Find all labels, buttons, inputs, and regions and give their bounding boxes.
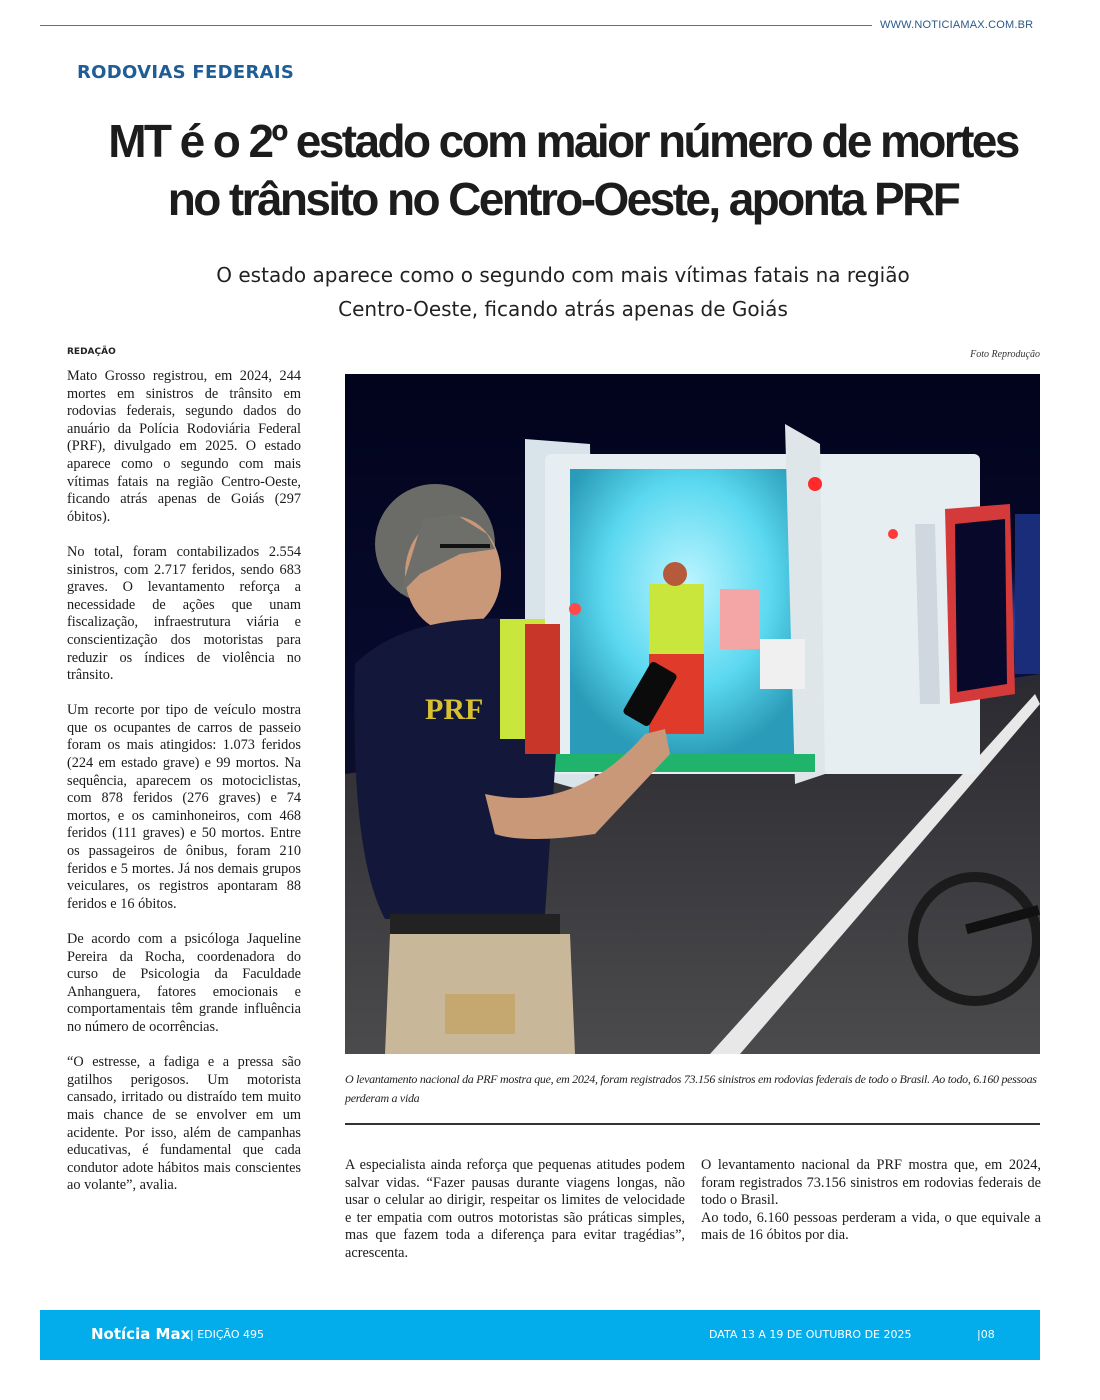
headline-line-1: MT é o 2º estado com maior número de mortes bbox=[108, 115, 1018, 167]
subheadline-line-1: O estado aparece como o segundo com mais vítimas fatais na região bbox=[216, 263, 910, 287]
night-accident-scene-image bbox=[345, 374, 1040, 1054]
headline bbox=[40, 112, 1086, 228]
photo-caption: O levantamento nacional da PRF mostra que, em 2024, foram registrados 73.156 sinistros em rodovias federais de todo o Brasil. Ao todo, 6.160 pessoas perderam a vida bbox=[345, 1072, 1037, 1105]
paragraph: No total, foram contabilizados 2.554 sinistros, com 2.717 feridos, sendo 683 graves. O levantamento reforça a necessidade de ações que unam fiscalização, infraestrutura viária e conscientização dos motoristas para reduzir os índices de violência no trânsito. bbox=[67, 543, 301, 684]
paragraph: Um recorte por tipo de veículo mostra que os ocupantes de carros de passeio foram os mais atingidos: 1.073 feridos (224 em estado grave) e 99 mortos. Na sequência, aparecem os motociclistas, com 878 feridos (276 graves) e 74 mortos, e os caminhoneiros, com 468 feridos (111 graves) e 50 mortos. Entre os passageiros de ônibus, foram 210 feridos e 5 mortes. Já nos demais grupos veiculares, os registros apontaram 88 feridos e 16 óbitos. bbox=[67, 702, 301, 912]
paragraph: “O estresse, a fadiga e a pressa são gatilhos perigosos. Um motorista cansado, irritado ou distraído tem muito mais chance de se envolver em um acidente. Por isso, além de campanhas educativas, é fundamental que cada condutor adote hábitos mais conscientes ao volante”, avalia. bbox=[67, 1054, 301, 1194]
site-url[interactable]: WWW.NOTICIAMAX.COM.BR bbox=[880, 19, 1034, 31]
article-photo bbox=[345, 374, 1040, 1054]
footer-brand: Notícia Max bbox=[91, 1325, 191, 1343]
header-rule bbox=[40, 25, 872, 26]
subheadline-line-2: Centro-Oeste, ficando atrás apenas de Goiás bbox=[338, 297, 788, 321]
subheadline bbox=[100, 258, 1026, 326]
footer-page-number: |08 bbox=[977, 1328, 995, 1341]
paragraph: O levantamento nacional da PRF mostra que, em 2024, foram registrados 73.156 sinistros em rodovias federais de todo o Brasil. bbox=[701, 1157, 1041, 1209]
left-column bbox=[67, 368, 301, 1213]
byline: REDAÇÃO bbox=[67, 347, 116, 357]
middle-column bbox=[345, 1157, 685, 1263]
section-label: RODOVIAS FEDERAIS bbox=[77, 62, 295, 83]
headline-line-2: no trânsito no Centro-Oeste, aponta PRF bbox=[167, 173, 959, 225]
footer-edition: | EDIÇÃO 495 bbox=[190, 1328, 265, 1341]
paragraph: Ao todo, 6.160 pessoas perderam a vida, o que equivale a mais de 16 óbitos por dia. bbox=[701, 1209, 1041, 1244]
caption-divider bbox=[345, 1123, 1040, 1125]
paragraph: De acordo com a psicóloga Jaqueline Pereira da Rocha, coordenadora do curso de Psicologia da Faculdade Anhanguera, fatores emocionais e comportamentais têm grande influência no número de ocorrências. bbox=[67, 931, 301, 1035]
paragraph: A especialista ainda reforça que pequenas atitudes podem salvar vidas. “Fazer pausas durante viagens longas, não usar o celular ao dirigir, respeitar os limites de velocidade e ter empatia com outros motoristas são práticas simples, mas que fazem toda a diferença para evitar tragédias”, acrescenta. bbox=[345, 1157, 685, 1261]
svg-text:PRF: PRF bbox=[425, 693, 484, 726]
right-column bbox=[701, 1157, 1041, 1245]
paragraph: Mato Grosso registrou, em 2024, 244 mortes em sinistros de trânsito em rodovias federais, segundo dados do anuário da Polícia Rodoviária Federal (PRF), divulgado em 2025. O estado aparece como o segundo com mais vítimas fatais na região Centro-Oeste, ficando atrás apenas de Goiás (297 óbitos). bbox=[67, 368, 301, 525]
footer-bar bbox=[40, 1310, 1040, 1360]
footer-date: DATA 13 A 19 DE OUTUBRO DE 2025 bbox=[709, 1328, 912, 1341]
photo-credit: Foto Reprodução bbox=[970, 349, 1040, 360]
